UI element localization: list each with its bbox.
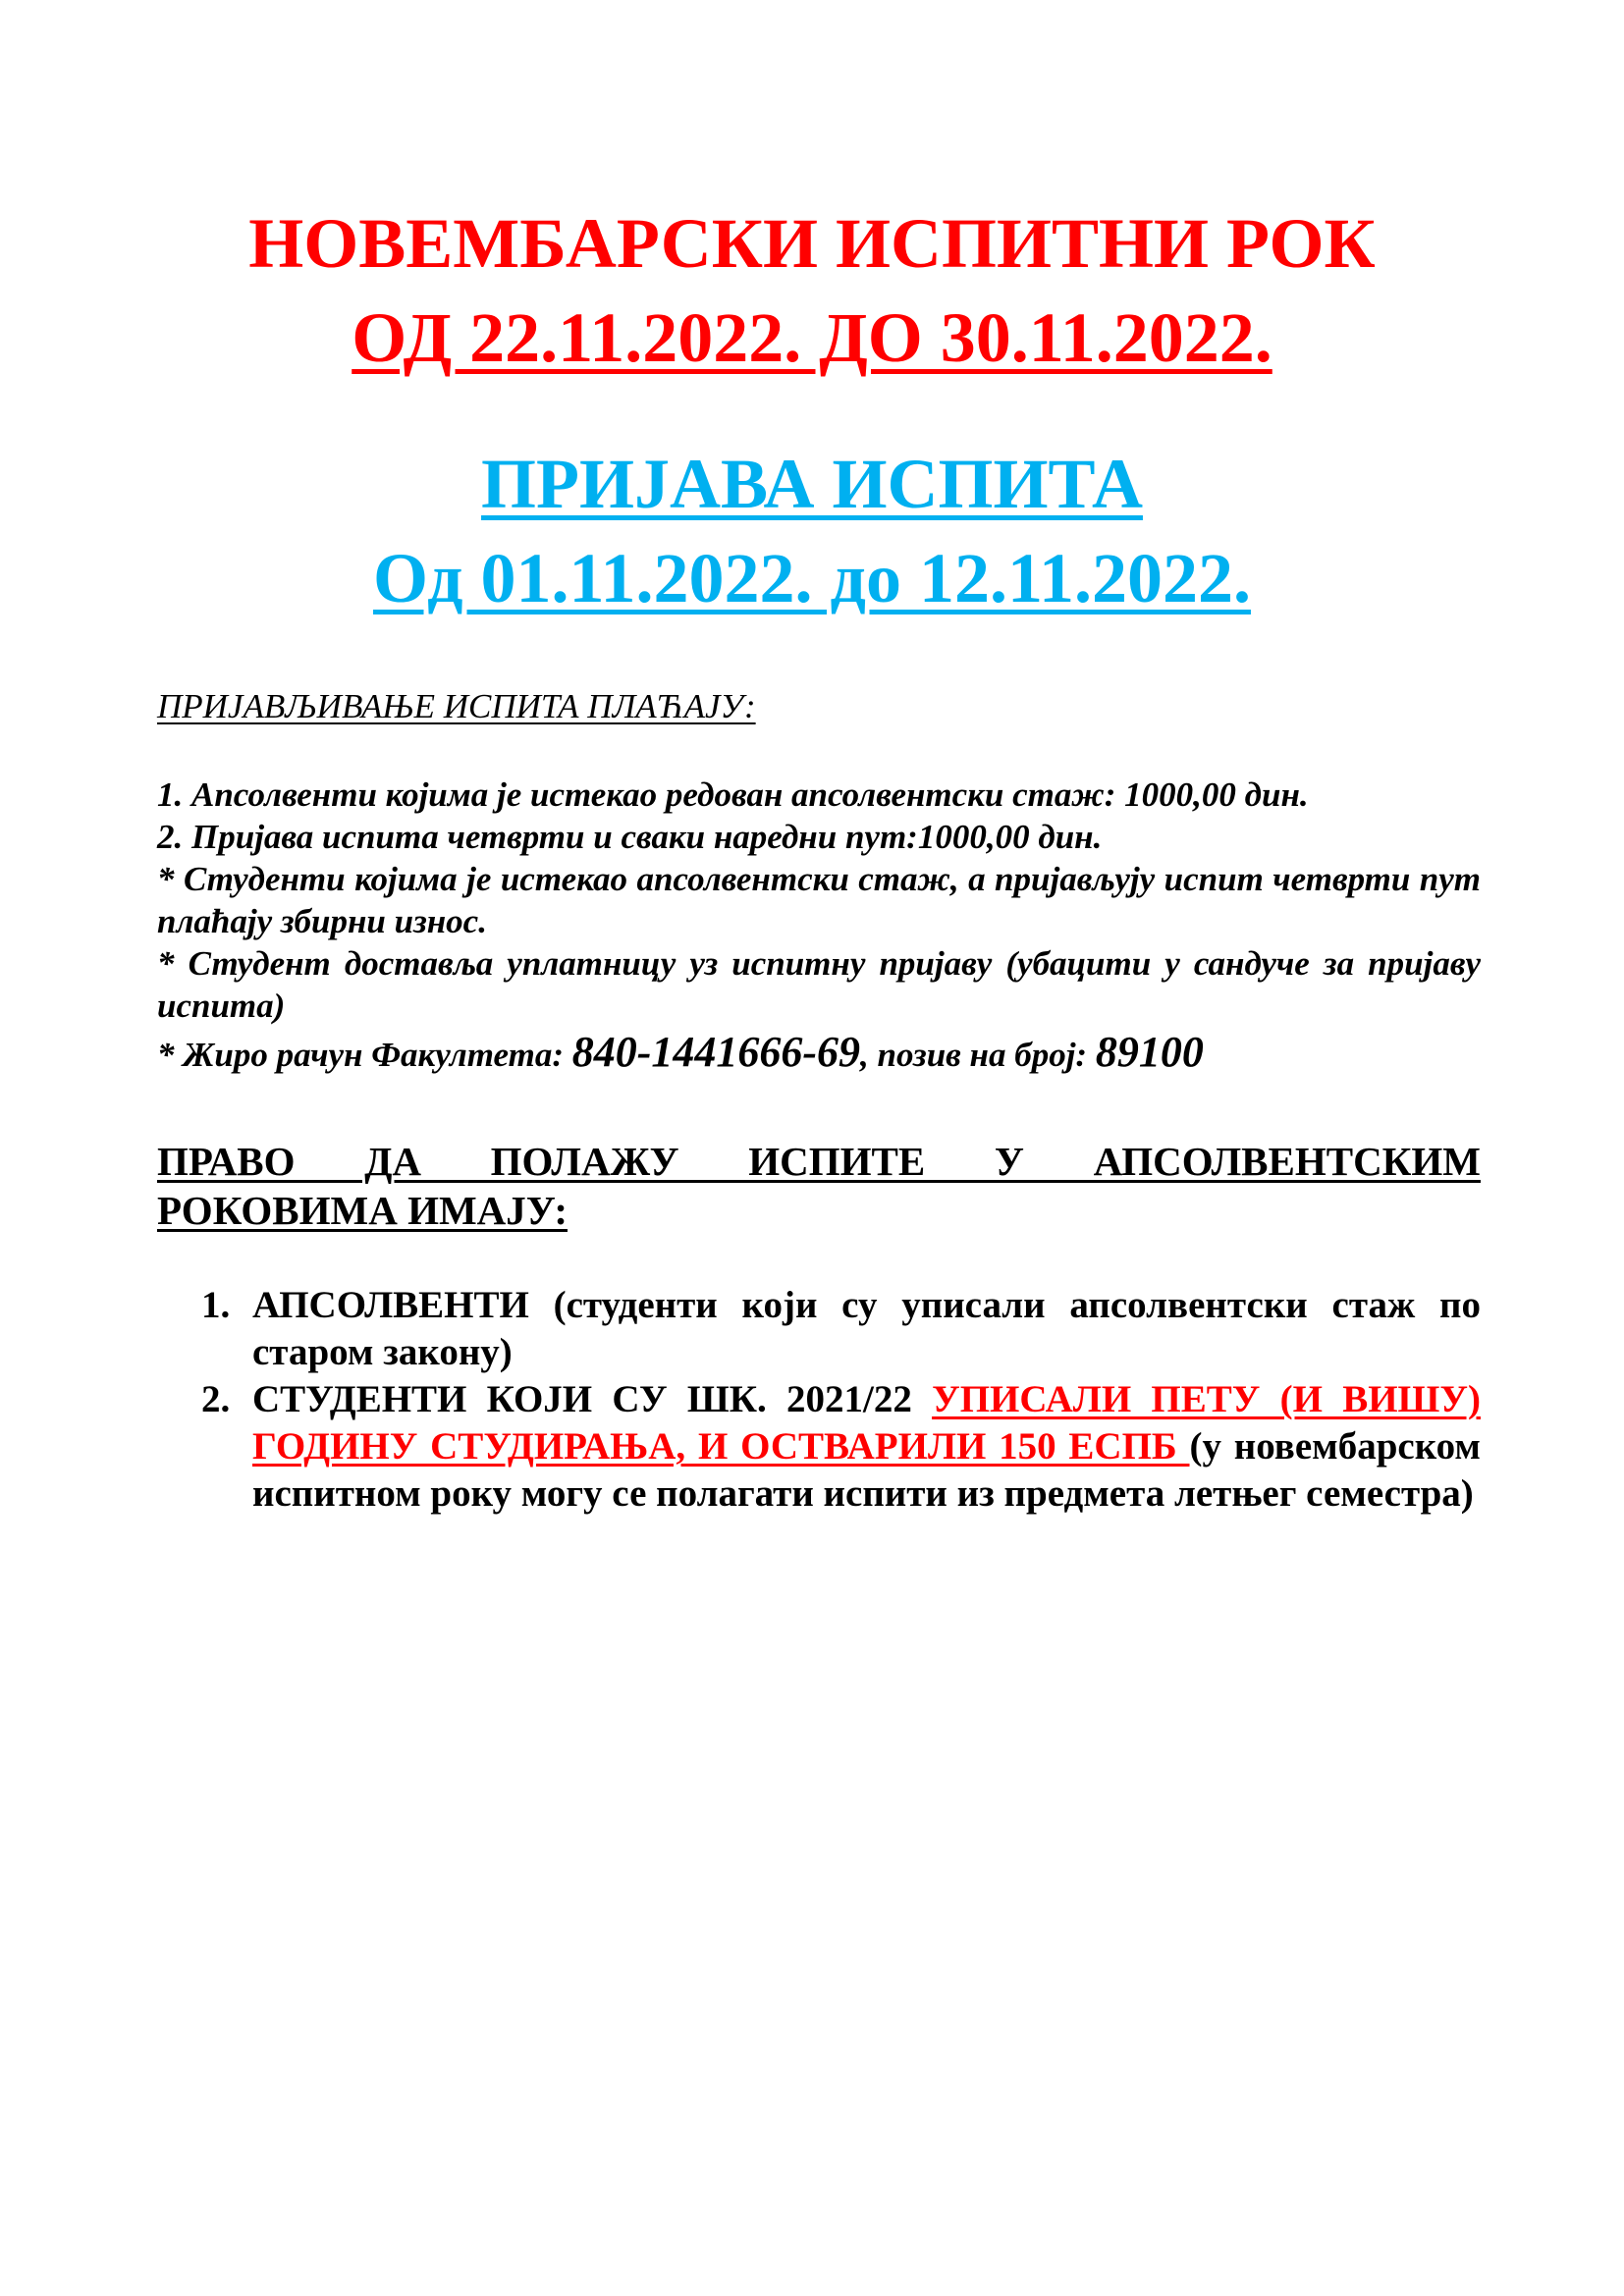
registration-dates: Од 01.11.2022. до 12.11.2022. (373, 539, 1251, 617)
list-item-text: (студенти који су уписали апсолвентски стаж по старом закону) (252, 1284, 1481, 1373)
fees-list (157, 774, 1481, 1076)
rights-heading-line1: ПРАВО ДА ПОЛАЖУ ИСПИТЕ У АПСОЛВЕНТСКИМ (157, 1139, 1481, 1184)
list-item (201, 1282, 1481, 1376)
fee-item: 2. Пријава испита четврти и сваки наредни пут:1000,00 дин. (157, 818, 1103, 856)
list-item-prefix: СТУДЕНТИ КОЈИ СУ ШК. 2021/22 (252, 1378, 933, 1420)
list-item-highlight: УПИСАЛИ ПЕТУ (И ВИШУ) ГОДИНУ СТУДИРАЊА, И ОСТВАРИЛИ 150 ЕСПБ (252, 1378, 1481, 1468)
list-item-number: 1. (201, 1284, 231, 1326)
list-item-bold: АПСОЛВЕНТИ (252, 1284, 529, 1326)
bank-account-line (157, 1028, 1481, 1076)
rights-heading (157, 1137, 1481, 1235)
fee-item: * Студент доставља уплатницу уз испитну пријаву (убацити у сандуче за пријаву испита) (157, 944, 1481, 1025)
fees-heading: ПРИЈАВЉИВАЊЕ ИСПИТА ПЛАЋАЈУ: (157, 687, 756, 725)
reference-number: 89100 (1095, 1028, 1204, 1076)
account-label: * Жиро рачун Факултета: (157, 1036, 572, 1074)
fee-item: * Студенти којима је истекао апсолвентски стаж, а пријављују испит четврти пут плаћају збирни износ. (157, 860, 1481, 940)
exam-period-dates: ОД 22.11.2022. ДО 30.11.2022. (352, 298, 1272, 377)
registration-title: ПРИЈАВА ИСПИТА (481, 445, 1143, 523)
exam-period-header (0, 196, 1624, 385)
list-item (201, 1376, 1481, 1518)
rights-list (201, 1282, 1481, 1518)
registration-header (0, 437, 1624, 625)
exam-period-title: НОВЕМБАРСКИ ИСПИТНИ РОК (248, 204, 1376, 283)
account-number: 840-1441666-69 (571, 1028, 861, 1076)
reference-label: , позив на број: (860, 1036, 1096, 1074)
list-item-number: 2. (201, 1378, 231, 1420)
list-item-suffix: (у новембарском испитном року могу се полагати испити из предмета летњег семестра) (252, 1425, 1481, 1515)
fee-item: 1. Апсолвенти којима је истекао редован апсолвентски стаж: 1000,00 дин. (157, 775, 1309, 814)
rights-heading-line2: РОКОВИМА ИМАЈУ: (157, 1188, 568, 1233)
